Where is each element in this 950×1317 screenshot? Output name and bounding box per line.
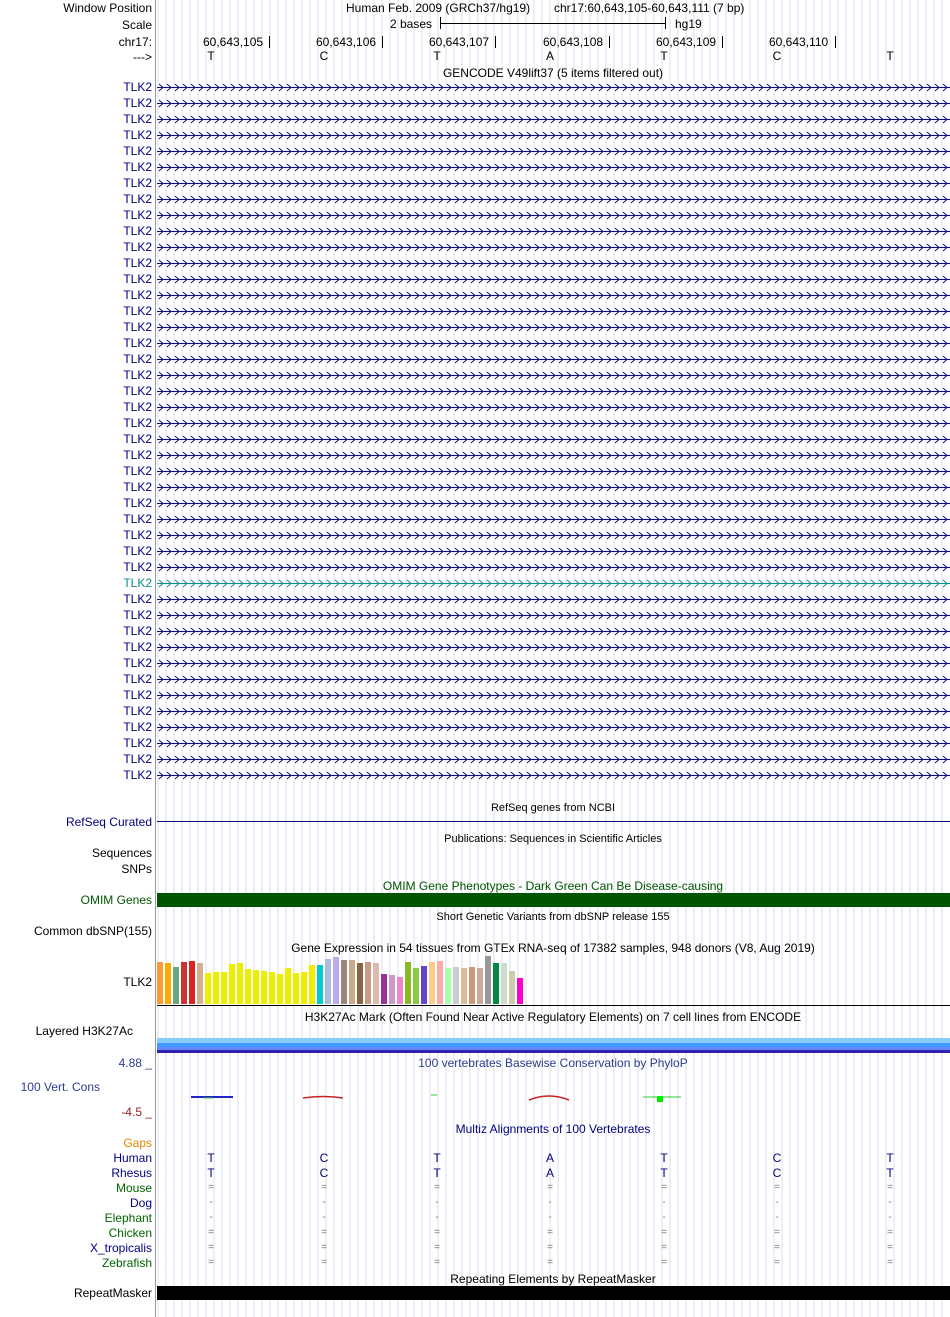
gtex-tissue-bar[interactable] xyxy=(469,967,475,1004)
dbsnp-track-label[interactable]: Common dbSNP(155) xyxy=(33,924,152,938)
reference-base: C xyxy=(772,49,782,63)
gtex-tissue-bar[interactable] xyxy=(421,966,427,1004)
gtex-tissue-bar[interactable] xyxy=(301,972,307,1004)
gencode-transcript-label[interactable]: TLK2 xyxy=(123,528,152,542)
gtex-tissue-bar[interactable] xyxy=(357,963,363,1004)
gencode-transcript-line[interactable] xyxy=(157,131,950,140)
gencode-transcript-line[interactable] xyxy=(157,163,950,172)
multiz-base: = xyxy=(774,1182,780,1193)
multiz-base: - xyxy=(209,1197,213,1208)
multiz-base: = xyxy=(887,1182,893,1193)
multiz-base: = xyxy=(321,1257,327,1268)
gencode-transcript-label[interactable]: TLK2 xyxy=(123,720,152,734)
gtex-tissue-bar[interactable] xyxy=(509,971,515,1004)
multiz-base: = xyxy=(208,1257,214,1268)
gencode-transcript-label[interactable]: TLK2 xyxy=(123,576,152,590)
gencode-transcript-label[interactable]: TLK2 xyxy=(123,608,152,622)
multiz-base: - xyxy=(435,1212,439,1223)
gencode-transcript-line[interactable] xyxy=(157,195,950,204)
gencode-transcript-line[interactable] xyxy=(157,579,950,588)
gencode-transcript-line[interactable] xyxy=(157,99,950,108)
multiz-base: = xyxy=(887,1242,893,1253)
multiz-base: - xyxy=(662,1212,666,1223)
gencode-transcript-label[interactable]: TLK2 xyxy=(123,112,152,126)
gtex-tissue-bar[interactable] xyxy=(381,974,387,1004)
gencode-transcript-line[interactable] xyxy=(157,339,950,348)
h3k27ac-signal[interactable] xyxy=(157,1038,950,1054)
ruler-tick xyxy=(382,36,383,48)
phylop-min-label: -4.5 _ xyxy=(121,1105,152,1119)
gencode-transcript-line[interactable] xyxy=(157,371,950,380)
gtex-tissue-bar[interactable] xyxy=(269,972,275,1004)
multiz-base: = xyxy=(547,1257,553,1268)
multiz-base: T xyxy=(433,1166,441,1180)
multiz-base: = xyxy=(774,1257,780,1268)
multiz-base: = xyxy=(434,1257,440,1268)
gtex-tissue-bar[interactable] xyxy=(325,959,331,1004)
gtex-tissue-bar[interactable] xyxy=(485,956,491,1004)
gencode-transcript-line[interactable] xyxy=(157,771,950,780)
ruler-position-label: 60,643,110 xyxy=(769,35,829,49)
gtex-track-title: Gene Expression in 54 tissues from GTEx RNA-seq of 17382 samples, 948 donors (V8, Aug 2019) xyxy=(291,941,815,955)
gencode-transcript-line[interactable] xyxy=(157,243,950,252)
multiz-base: = xyxy=(208,1227,214,1238)
multiz-base: = xyxy=(434,1227,440,1238)
gtex-tissue-bar[interactable] xyxy=(189,961,195,1004)
multiz-base: = xyxy=(321,1242,327,1253)
gencode-transcript-label[interactable]: TLK2 xyxy=(123,640,152,654)
gencode-transcript-label[interactable]: TLK2 xyxy=(123,240,152,254)
multiz-base: = xyxy=(661,1242,667,1253)
track-area-border xyxy=(155,0,156,1317)
multiz-base: = xyxy=(661,1257,667,1268)
gencode-transcript-line[interactable] xyxy=(157,627,950,636)
gtex-tissue-bar[interactable] xyxy=(197,963,203,1004)
refseq-track-title: RefSeq genes from NCBI xyxy=(490,802,616,814)
omim-gene-bar[interactable] xyxy=(157,893,950,907)
gencode-transcript-label[interactable]: TLK2 xyxy=(123,432,152,446)
multiz-base: = xyxy=(887,1257,893,1268)
multiz-base: = xyxy=(208,1182,214,1193)
gtex-tissue-bar[interactable] xyxy=(453,967,459,1004)
gtex-tissue-bar[interactable] xyxy=(181,962,187,1004)
gtex-tissue-bar[interactable] xyxy=(493,963,499,1004)
multiz-base: T xyxy=(207,1166,215,1180)
gencode-transcript-label[interactable]: TLK2 xyxy=(123,624,152,638)
gencode-transcript-label[interactable]: TLK2 xyxy=(123,176,152,190)
gencode-transcript-line[interactable] xyxy=(157,707,950,716)
gencode-transcript-label[interactable]: TLK2 xyxy=(123,96,152,110)
ruler-position-label: 60,643,109 xyxy=(656,35,717,49)
gencode-transcript-line[interactable] xyxy=(157,403,950,412)
gencode-transcript-label[interactable]: TLK2 xyxy=(123,688,152,702)
multiz-species-label[interactable]: Rhesus xyxy=(111,1166,152,1180)
gencode-transcript-line[interactable] xyxy=(157,595,950,604)
ruler-tick xyxy=(722,36,723,48)
gencode-transcript-label[interactable]: TLK2 xyxy=(123,656,152,670)
multiz-species-label[interactable]: X_tropicalis xyxy=(89,1241,152,1255)
multiz-base: - xyxy=(888,1212,892,1223)
multiz-base: - xyxy=(888,1197,892,1208)
gtex-tissue-bar[interactable] xyxy=(397,977,403,1004)
repeatmasker-bar[interactable] xyxy=(157,1286,950,1300)
gencode-transcript-line[interactable] xyxy=(157,675,950,684)
gtex-tissue-bar[interactable] xyxy=(501,963,507,1004)
gencode-transcript-label[interactable]: TLK2 xyxy=(123,704,152,718)
scale-bar xyxy=(440,17,666,30)
gtex-tissue-bar[interactable] xyxy=(229,964,235,1004)
gtex-tissue-bar[interactable] xyxy=(405,962,411,1004)
omim-track-title: OMIM Gene Phenotypes - Dark Green Can Be Disease-causing xyxy=(382,879,724,893)
phylop-signal[interactable] xyxy=(157,1086,950,1106)
position-text: chr17:60,643,105-60,643,111 (7 bp) xyxy=(554,1,745,15)
ruler-tick xyxy=(609,36,610,48)
gencode-transcript-line[interactable] xyxy=(157,291,950,300)
gencode-transcript-label[interactable]: TLK2 xyxy=(123,464,152,478)
ruler-position-label: 60,643,106 xyxy=(316,35,377,49)
gtex-tissue-bar[interactable] xyxy=(309,965,315,1004)
multiz-base: = xyxy=(434,1182,440,1193)
window-position-label: Window Position xyxy=(63,1,152,15)
gencode-transcript-line[interactable] xyxy=(157,531,950,540)
multiz-base: T xyxy=(660,1151,668,1165)
multiz-species-label[interactable]: Mouse xyxy=(115,1181,152,1195)
gtex-tissue-bar[interactable] xyxy=(285,968,291,1004)
gencode-transcript-label[interactable]: TLK2 xyxy=(123,80,152,94)
multiz-base: T xyxy=(433,1151,441,1165)
gtex-tissue-bar[interactable] xyxy=(341,960,347,1004)
gencode-transcript-line[interactable] xyxy=(157,643,950,652)
multiz-base: = xyxy=(774,1227,780,1238)
gencode-transcript-label[interactable]: TLK2 xyxy=(123,416,152,430)
multiz-species-label[interactable]: Zebrafish xyxy=(101,1256,152,1270)
gencode-transcript-line[interactable] xyxy=(157,515,950,524)
multiz-base: A xyxy=(545,1151,554,1165)
h3k27ac-track-title: H3K27Ac Mark (Often Found Near Active Regulatory Elements) on 7 cell lines from ENCODE xyxy=(304,1010,802,1024)
gencode-transcript-label[interactable]: TLK2 xyxy=(123,512,152,526)
gencode-track-title: GENCODE V49lift37 (5 items filtered out) xyxy=(442,66,664,80)
multiz-base: - xyxy=(775,1212,779,1223)
gencode-transcript-line[interactable] xyxy=(157,355,950,364)
multiz-base: - xyxy=(662,1197,666,1208)
ruler-position-label: 60,643,107 xyxy=(429,35,490,49)
reference-base: T xyxy=(660,49,668,63)
gtex-tissue-bar[interactable] xyxy=(221,972,227,1004)
gencode-transcript-label[interactable]: TLK2 xyxy=(123,384,152,398)
gencode-transcript-line[interactable] xyxy=(157,451,950,460)
multiz-track-title: Multiz Alignments of 100 Vertebrates xyxy=(455,1122,651,1136)
gencode-transcript-label[interactable]: TLK2 xyxy=(123,192,152,206)
ruler-tick xyxy=(495,36,496,48)
gtex-tissue-bar[interactable] xyxy=(349,960,355,1004)
ruler-tick xyxy=(269,36,270,48)
dbsnp-track-title: Short Genetic Variants from dbSNP release 155 xyxy=(436,911,670,923)
gtex-tissue-bar[interactable] xyxy=(213,972,219,1004)
gencode-transcript-label[interactable]: TLK2 xyxy=(123,672,152,686)
gencode-transcript-line[interactable] xyxy=(157,147,950,156)
multiz-base: T xyxy=(886,1151,894,1165)
gencode-transcript-line[interactable] xyxy=(157,259,950,268)
publications-track-title: Publications: Sequences in Scientific Articles xyxy=(444,833,662,845)
gencode-transcript-label[interactable]: TLK2 xyxy=(123,768,152,782)
snps-label[interactable]: SNPs xyxy=(121,862,152,876)
multiz-base: = xyxy=(774,1242,780,1253)
phylop-track-title: 100 vertebrates Basewise Conservation by PhyloP xyxy=(418,1056,688,1070)
gencode-transcript-label[interactable]: TLK2 xyxy=(123,496,152,510)
gtex-tissue-bar[interactable] xyxy=(245,969,251,1004)
strand-label: ---> xyxy=(133,50,152,64)
gtex-track-label[interactable]: TLK2 xyxy=(123,975,152,989)
gencode-transcript-label[interactable]: TLK2 xyxy=(123,752,152,766)
multiz-species-label[interactable]: Human xyxy=(113,1151,152,1165)
gtex-baseline xyxy=(157,1005,950,1006)
gencode-transcript-line[interactable] xyxy=(157,211,950,220)
chrom-label: chr17: xyxy=(118,35,152,49)
gencode-transcript-label[interactable]: TLK2 xyxy=(123,480,152,494)
gencode-transcript-line[interactable] xyxy=(157,323,950,332)
multiz-base: = xyxy=(887,1227,893,1238)
multiz-gaps-label[interactable]: Gaps xyxy=(123,1136,152,1150)
gencode-transcript-line[interactable] xyxy=(157,419,950,428)
gtex-tissue-bar[interactable] xyxy=(429,962,435,1004)
gtex-tissue-bar[interactable] xyxy=(293,973,299,1004)
multiz-base: = xyxy=(661,1227,667,1238)
gencode-transcript-line[interactable] xyxy=(157,387,950,396)
gtex-tissue-bar[interactable] xyxy=(461,968,467,1004)
reference-base: T xyxy=(886,49,894,63)
gtex-tissue-bar[interactable] xyxy=(437,961,443,1004)
gtex-tissue-bar[interactable] xyxy=(165,963,171,1004)
gencode-transcript-line[interactable] xyxy=(157,659,950,668)
gtex-tissue-bar[interactable] xyxy=(477,968,483,1004)
multiz-base: - xyxy=(322,1212,326,1223)
gencode-transcript-line[interactable] xyxy=(157,563,950,572)
multiz-base: = xyxy=(547,1182,553,1193)
ruler-position-label: 60,643,105 xyxy=(203,35,264,49)
multiz-base: - xyxy=(209,1212,213,1223)
gencode-transcript-label[interactable]: TLK2 xyxy=(123,224,152,238)
reference-base: T xyxy=(207,49,215,63)
omim-track-label[interactable]: OMIM Genes xyxy=(80,893,152,907)
multiz-species-label[interactable]: Chicken xyxy=(108,1226,152,1240)
gencode-transcript-label[interactable]: TLK2 xyxy=(123,256,152,270)
gtex-tissue-bar[interactable] xyxy=(517,978,523,1004)
gencode-transcript-line[interactable] xyxy=(157,755,950,764)
h3k27ac-track-label[interactable]: Layered H3K27Ac xyxy=(35,1024,133,1038)
gtex-tissue-bar[interactable] xyxy=(333,957,339,1004)
scale-label: Scale xyxy=(121,18,152,32)
gencode-transcript-label[interactable]: TLK2 xyxy=(123,320,152,334)
gencode-transcript-label[interactable]: TLK2 xyxy=(123,128,152,142)
multiz-base: = xyxy=(661,1182,667,1193)
multiz-base: C xyxy=(772,1151,782,1165)
gencode-transcript-line[interactable] xyxy=(157,499,950,508)
gencode-transcript-line[interactable] xyxy=(157,547,950,556)
phylop-max-label: 4.88 _ xyxy=(118,1056,152,1070)
gencode-transcript-label[interactable]: TLK2 xyxy=(123,336,152,350)
gencode-transcript-label[interactable]: TLK2 xyxy=(123,304,152,318)
repeatmasker-track-label[interactable]: RepeatMasker xyxy=(73,1286,152,1300)
multiz-base: C xyxy=(772,1166,782,1180)
gencode-transcript-line[interactable] xyxy=(157,227,950,236)
gtex-expression-bars[interactable] xyxy=(157,956,557,1004)
multiz-base: - xyxy=(775,1197,779,1208)
gencode-transcript-label[interactable]: TLK2 xyxy=(123,368,152,382)
scale-db: hg19 xyxy=(675,17,702,31)
gtex-tissue-bar[interactable] xyxy=(205,973,211,1004)
gencode-transcript-label[interactable]: TLK2 xyxy=(123,400,152,414)
multiz-base: - xyxy=(548,1212,552,1223)
repeatmasker-track-title: Repeating Elements by RepeatMasker xyxy=(450,1272,656,1286)
multiz-base: = xyxy=(321,1182,327,1193)
multiz-base: = xyxy=(547,1227,553,1238)
gtex-tissue-bar[interactable] xyxy=(173,967,179,1004)
gencode-transcript-label[interactable]: TLK2 xyxy=(123,448,152,462)
gtex-tissue-bar[interactable] xyxy=(277,974,283,1004)
gencode-transcript-label[interactable]: TLK2 xyxy=(123,544,152,558)
gencode-transcript-line[interactable] xyxy=(157,115,950,124)
gencode-transcript-label[interactable]: TLK2 xyxy=(123,160,152,174)
gencode-transcript-line[interactable] xyxy=(157,435,950,444)
scale-text: 2 bases xyxy=(390,17,433,31)
gtex-tissue-bar[interactable] xyxy=(413,968,419,1004)
multiz-base: A xyxy=(545,1166,554,1180)
sequences-label[interactable]: Sequences xyxy=(91,846,152,860)
multiz-base: - xyxy=(435,1197,439,1208)
gencode-transcript-label[interactable]: TLK2 xyxy=(123,208,152,222)
gencode-transcript-line[interactable] xyxy=(157,179,950,188)
gtex-tissue-bar[interactable] xyxy=(365,962,371,1004)
refseq-track-label[interactable]: RefSeq Curated xyxy=(65,815,152,829)
multiz-species-label[interactable]: Elephant xyxy=(104,1211,152,1225)
gencode-transcript-line[interactable] xyxy=(157,83,950,92)
gencode-transcript-line[interactable] xyxy=(157,691,950,700)
gtex-tissue-bar[interactable] xyxy=(389,975,395,1004)
multiz-base: T xyxy=(886,1166,894,1180)
multiz-base: = xyxy=(434,1242,440,1253)
reference-base: C xyxy=(319,49,329,63)
multiz-base: T xyxy=(660,1166,668,1180)
gtex-tissue-bar[interactable] xyxy=(373,963,379,1004)
multiz-base: = xyxy=(321,1227,327,1238)
gtex-tissue-bar[interactable] xyxy=(317,965,323,1004)
reference-base: A xyxy=(545,49,554,63)
gtex-tissue-bar[interactable] xyxy=(261,971,267,1004)
gtex-tissue-bar[interactable] xyxy=(445,968,451,1004)
gencode-transcript-line[interactable] xyxy=(157,483,950,492)
gencode-transcript-line[interactable] xyxy=(157,307,950,316)
multiz-species-label[interactable]: Dog xyxy=(129,1196,152,1210)
multiz-base: C xyxy=(319,1166,329,1180)
gencode-transcript-label[interactable]: TLK2 xyxy=(123,352,152,366)
gencode-transcript-label[interactable]: TLK2 xyxy=(123,592,152,606)
gencode-transcript-label[interactable]: TLK2 xyxy=(123,736,152,750)
gencode-transcript-line[interactable] xyxy=(157,275,950,284)
multiz-base: C xyxy=(319,1151,329,1165)
gencode-transcript-label[interactable]: TLK2 xyxy=(123,288,152,302)
gencode-transcript-label[interactable]: TLK2 xyxy=(123,560,152,574)
gtex-tissue-bar[interactable] xyxy=(237,963,243,1004)
gencode-transcript-label[interactable]: TLK2 xyxy=(123,272,152,286)
refseq-gene-line[interactable] xyxy=(157,821,950,822)
gencode-transcript-line[interactable] xyxy=(157,723,950,732)
multiz-base: - xyxy=(548,1197,552,1208)
phylop-track-label[interactable]: 100 Vert. Cons xyxy=(20,1080,100,1094)
gencode-transcript-line[interactable] xyxy=(157,739,950,748)
multiz-base: = xyxy=(208,1242,214,1253)
multiz-base: T xyxy=(207,1151,215,1165)
assembly-title: Human Feb. 2009 (GRCh37/hg19) xyxy=(346,1,531,15)
multiz-base: = xyxy=(547,1242,553,1253)
gencode-transcript-label[interactable]: TLK2 xyxy=(123,144,152,158)
gtex-tissue-bar[interactable] xyxy=(253,970,259,1004)
ruler-position-label: 60,643,108 xyxy=(543,35,604,49)
multiz-base: - xyxy=(322,1197,326,1208)
ruler-tick xyxy=(835,36,836,48)
gencode-transcript-line[interactable] xyxy=(157,611,950,620)
reference-base: T xyxy=(433,49,441,63)
gencode-transcript-line[interactable] xyxy=(157,467,950,476)
gtex-tissue-bar[interactable] xyxy=(157,962,163,1004)
